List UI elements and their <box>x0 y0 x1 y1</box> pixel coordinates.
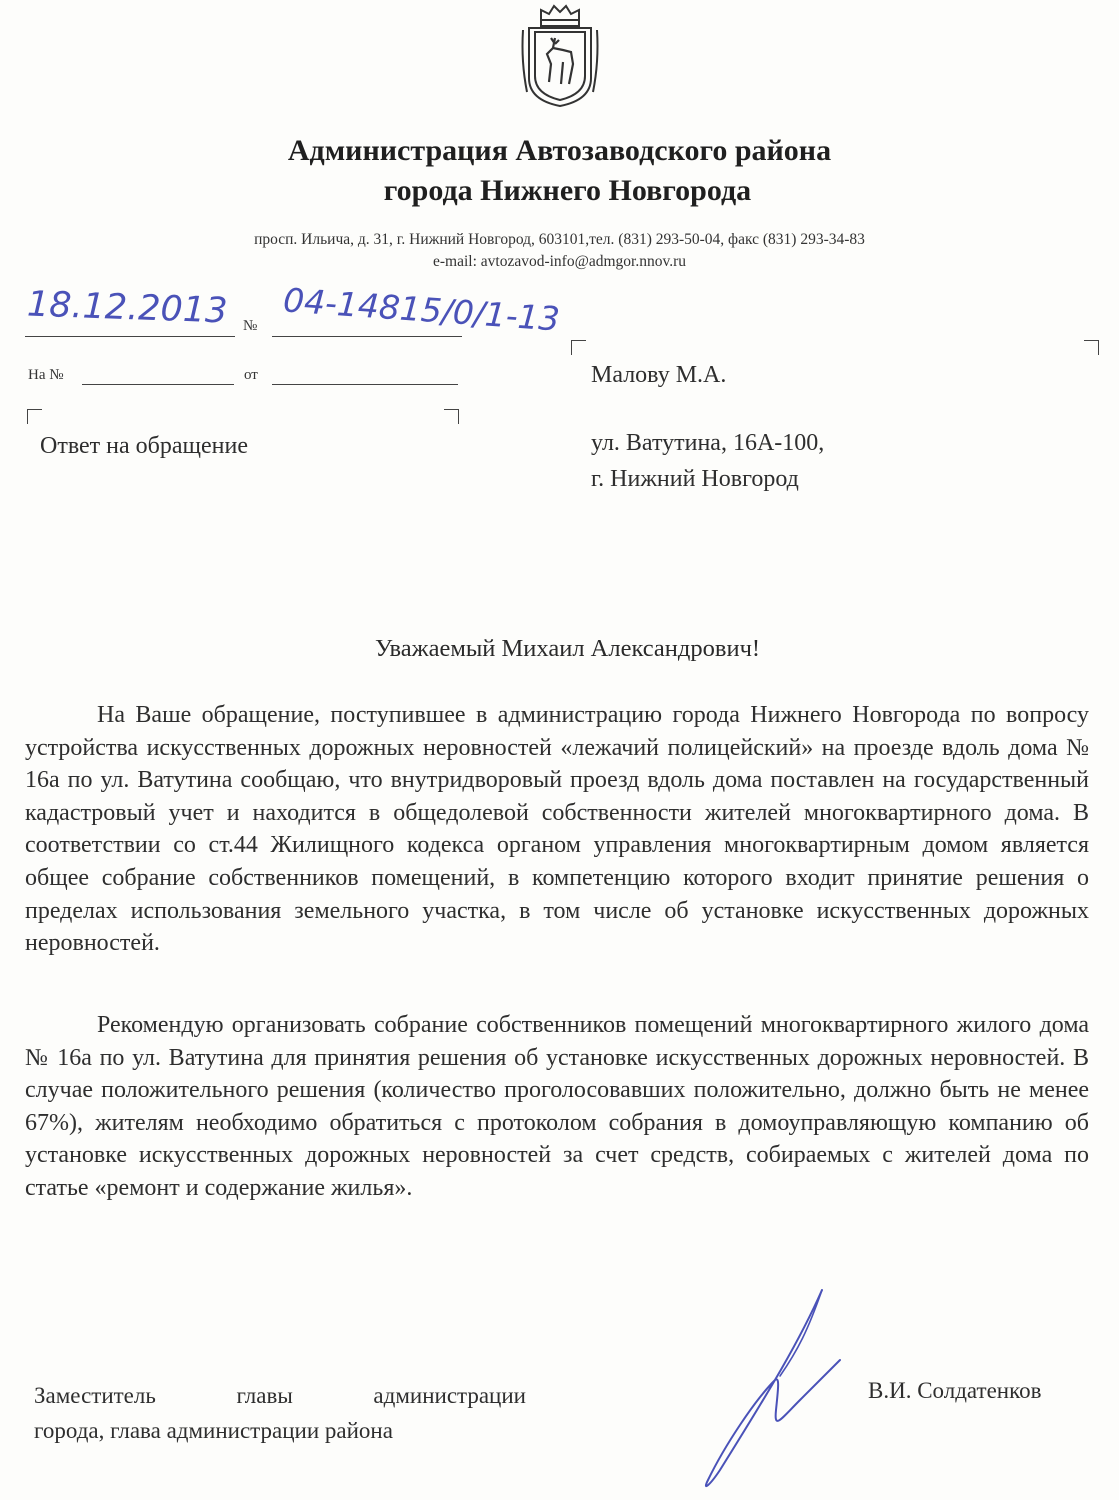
body-paragraph-2: Рекомендую организовать собрание собственников помещений многоквартирного жилого дома № 16а по ул. Ватутина для принятия решения об установке искусственных дорожных неровностей. В случае положительного решения (количество проголосовавших положительно, должно быть не менее 67%), жителям необходимо обратиться с протоколом собрания в домоуправляющую компанию об установке искусственных дорожных неровностей за счет средств, собираемых с жителей дома по статье «ремонт и содержание жилья». <box>25 1012 1089 1201</box>
reply-date-underline <box>272 384 458 385</box>
addressee-street: ул. Ватутина, 16А-100, <box>591 430 825 456</box>
signer-name: В.И. Солдатенков <box>868 1378 1042 1403</box>
subject-corner-right <box>444 409 459 424</box>
signatory-position <box>34 1378 526 1448</box>
organization-email: e-mail: avtozavod-info@admgor.nnov.ru <box>432 253 687 270</box>
position-word-1: Заместитель <box>34 1383 156 1408</box>
position-word-3: администрации <box>373 1383 526 1408</box>
coat-of-arms-icon <box>519 2 601 110</box>
date-underline <box>25 336 235 337</box>
handwritten-number: 04-14815/0/1-13 <box>281 280 562 339</box>
organization-address: просп. Ильича, д. 31, г. Нижний Новгород, 603101,тел. (831) 293-50-04, факс (831) 293-34-83 <box>254 231 865 248</box>
organization-name-line1: Администрация Автозаводского района <box>287 134 832 167</box>
addressee-corner-left <box>571 340 586 355</box>
reply-number-underline <box>82 384 234 385</box>
organization-name-line2: города Нижнего Новгорода <box>383 174 752 207</box>
number-underline <box>272 336 462 337</box>
reply-to-label: На № <box>28 367 64 383</box>
handwritten-signature <box>680 1280 850 1500</box>
handwritten-date: 18.12.2013 <box>26 284 229 332</box>
from-label: от <box>244 367 258 383</box>
subject-corner-left <box>27 409 42 424</box>
salutation: Уважаемый Михаил Александрович! <box>374 635 761 662</box>
position-word-2: главы <box>236 1383 293 1408</box>
addressee-city: г. Нижний Новгород <box>591 466 799 492</box>
addressee-name: Малову М.А. <box>591 362 727 388</box>
position-line-2: города, глава администрации района <box>34 1418 393 1443</box>
body-paragraph-1: На Ваше обращение, поступившее в администрацию города Нижнего Новгорода по вопросу устройства искусственных дорожных неровностей «лежачий полицейский» на проезде вдоль дома № 16а по ул. Ватутина сообщаю, что внутридворовый проезд вдоль дома поставлен на государственный кадастровый учет и находится в общедолевой собственности жителей многоквартирного дома. В соответствии со ст.44 Жилищного кодекса органом управления многоквартирным домом является общее собрание собственников помещений, в компетенцию которого входит принятие решения о пределах использования земельного участка, в том числе об установке искусственных дорожных неровностей. <box>25 702 1089 957</box>
number-label: № <box>243 318 258 334</box>
subject-line: Ответ на обращение <box>40 433 248 459</box>
addressee-corner-right <box>1084 340 1099 355</box>
